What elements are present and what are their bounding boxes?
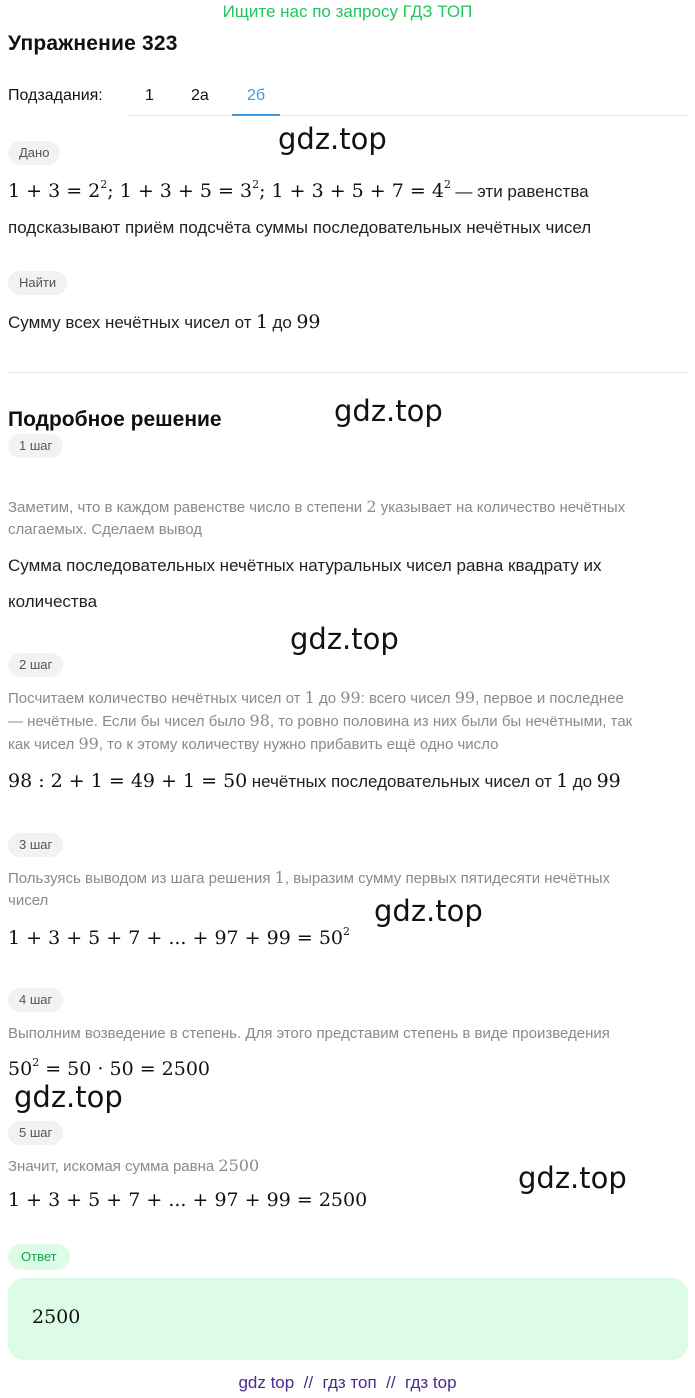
step-4-base: 50	[8, 1058, 33, 1080]
step-2-note-text: Посчитаем количество нечётных чисел от	[8, 690, 301, 707]
given-line2: подсказывают приём подсчёта суммы последовательных нечётных чисел	[8, 218, 592, 237]
step-2-math: 98 : 2 + 1 = 49 + 1 = 50	[8, 770, 248, 792]
step-1-note-line1	[8, 495, 625, 519]
step-1-pill: 1 шаг	[8, 434, 63, 458]
step-3-pill: 3 шаг	[8, 833, 63, 857]
watermark: gdz.top	[518, 1161, 627, 1195]
step-2-note-text: : всего чисел	[360, 690, 451, 707]
step-2-note-num: 99	[340, 688, 361, 707]
step-2-note-line2	[8, 709, 632, 733]
watermark: gdz.top	[334, 394, 443, 428]
watermark: gdz.top	[374, 894, 483, 928]
answer-pill: Ответ	[8, 1244, 70, 1270]
section-divider	[8, 372, 688, 373]
footer-links[interactable]: gdz top // гдз топ // гдз top	[238, 1373, 457, 1392]
step-2-num-1: 1	[556, 770, 569, 792]
step-2-note-text: до	[319, 690, 337, 707]
step-5-note-num: 2500	[218, 1156, 260, 1175]
tab-1[interactable]: 1	[145, 87, 154, 104]
step-1-main-line2: количества	[8, 592, 98, 611]
step-2-note-text: , первое и последнее	[475, 690, 624, 707]
step-1-note-b: указывает на количество нечётных	[380, 499, 626, 516]
step-1-note-line2: слагаемых. Сделаем вывод	[8, 521, 203, 538]
given-line1-suffix: — эти равенства	[455, 182, 589, 201]
answer-value: 2500	[32, 1306, 81, 1328]
step-4-pill: 4 шаг	[8, 988, 63, 1012]
promo-banner[interactable]: Ищите нас по запросу ГДЗ ТОП	[222, 2, 473, 21]
step-1-note-a: Заметим, что в каждом равенстве число в степени	[8, 499, 363, 516]
step-2-note-num: 1	[304, 688, 315, 707]
find-line	[8, 311, 321, 333]
step-3-note-b: , выразим сумму первых пятидесяти нечётных	[284, 870, 611, 887]
step-4-rest: = 50 · 50 = 2500	[39, 1058, 211, 1080]
step-3-math-text: 1 + 3 + 5 + 7 + ... + 97 + 99 = 50	[8, 927, 343, 949]
answer-box	[8, 1278, 688, 1360]
tabs-divider	[128, 115, 688, 116]
given-pill: Дано	[8, 141, 60, 165]
step-2-mid: до	[572, 772, 593, 791]
step-2-note-num: 99	[78, 734, 99, 753]
step-2-note-num: 98	[249, 711, 270, 730]
step-1-note-num: 2	[366, 497, 377, 516]
active-tab-indicator	[232, 114, 280, 116]
watermark: gdz.top	[14, 1080, 123, 1114]
step-2-num-2: 99	[596, 770, 621, 792]
step-2-note-num: 99	[454, 688, 476, 707]
step-4-note: Выполним возведение в степень. Для этого представим степень в виде произведения	[8, 1025, 610, 1042]
step-4-exponent: 2	[32, 1056, 40, 1069]
step-5-math: 1 + 3 + 5 + 7 + ... + 97 + 99 = 2500	[8, 1189, 368, 1211]
step-3-note-line1	[8, 866, 610, 890]
step-2-note-text: , то к этому количеству нужно прибавить ещё одно число	[98, 736, 499, 753]
find-pill: Найти	[8, 271, 67, 295]
step-1-main-line1: Сумма последовательных нечётных натуральных чисел равна квадрату их	[8, 556, 602, 575]
step-2-note-text: , то ровно половина из них были бы нечётными, так	[269, 713, 633, 730]
step-3-math	[8, 925, 350, 949]
exercise-title: Упражнение 323	[8, 32, 178, 55]
watermark: gdz.top	[290, 622, 399, 656]
subtasks-label: Подзадания:	[8, 87, 103, 104]
find-text-prefix: Сумму всех нечётных чисел от	[8, 313, 252, 332]
find-text-mid: до	[272, 313, 292, 332]
tab-2a[interactable]: 2а	[191, 87, 209, 104]
tab-2b[interactable]: 2б	[247, 87, 266, 104]
step-3-exponent: 2	[343, 925, 350, 938]
step-5-pill: 5 шаг	[8, 1121, 63, 1145]
step-2-note-text: — нечётные. Если бы чисел было	[8, 713, 246, 730]
step-2-note-text: как чисел	[8, 736, 75, 753]
step-5-note-text: Значит, искомая сумма равна	[8, 1158, 215, 1175]
step-3-note-line2: чисел	[8, 892, 49, 909]
step-5-note	[8, 1154, 259, 1178]
find-num-2: 99	[296, 311, 321, 333]
solution-header: Подробное решение	[8, 408, 222, 431]
find-num-1: 1	[255, 311, 269, 333]
watermark: gdz.top	[278, 122, 387, 156]
step-2-pill: 2 шаг	[8, 653, 63, 677]
step-3-note-num: 1	[274, 868, 285, 887]
step-3-note-a: Пользуясь выводом из шага решения	[8, 870, 271, 887]
given-math-line: $1 + 3 = 2^2$; $1 + 3 + 5 = 3^2$; $1 + 3 + 5 + 7 = 4^2$ — эти равенства	[8, 178, 589, 202]
step-2-note-line3	[8, 732, 498, 756]
step-2-result	[8, 770, 621, 792]
step-2-suffix: нечётных последовательных чисел от	[251, 772, 552, 791]
step-2-note-line1	[8, 686, 624, 710]
step-4-math	[8, 1056, 210, 1080]
